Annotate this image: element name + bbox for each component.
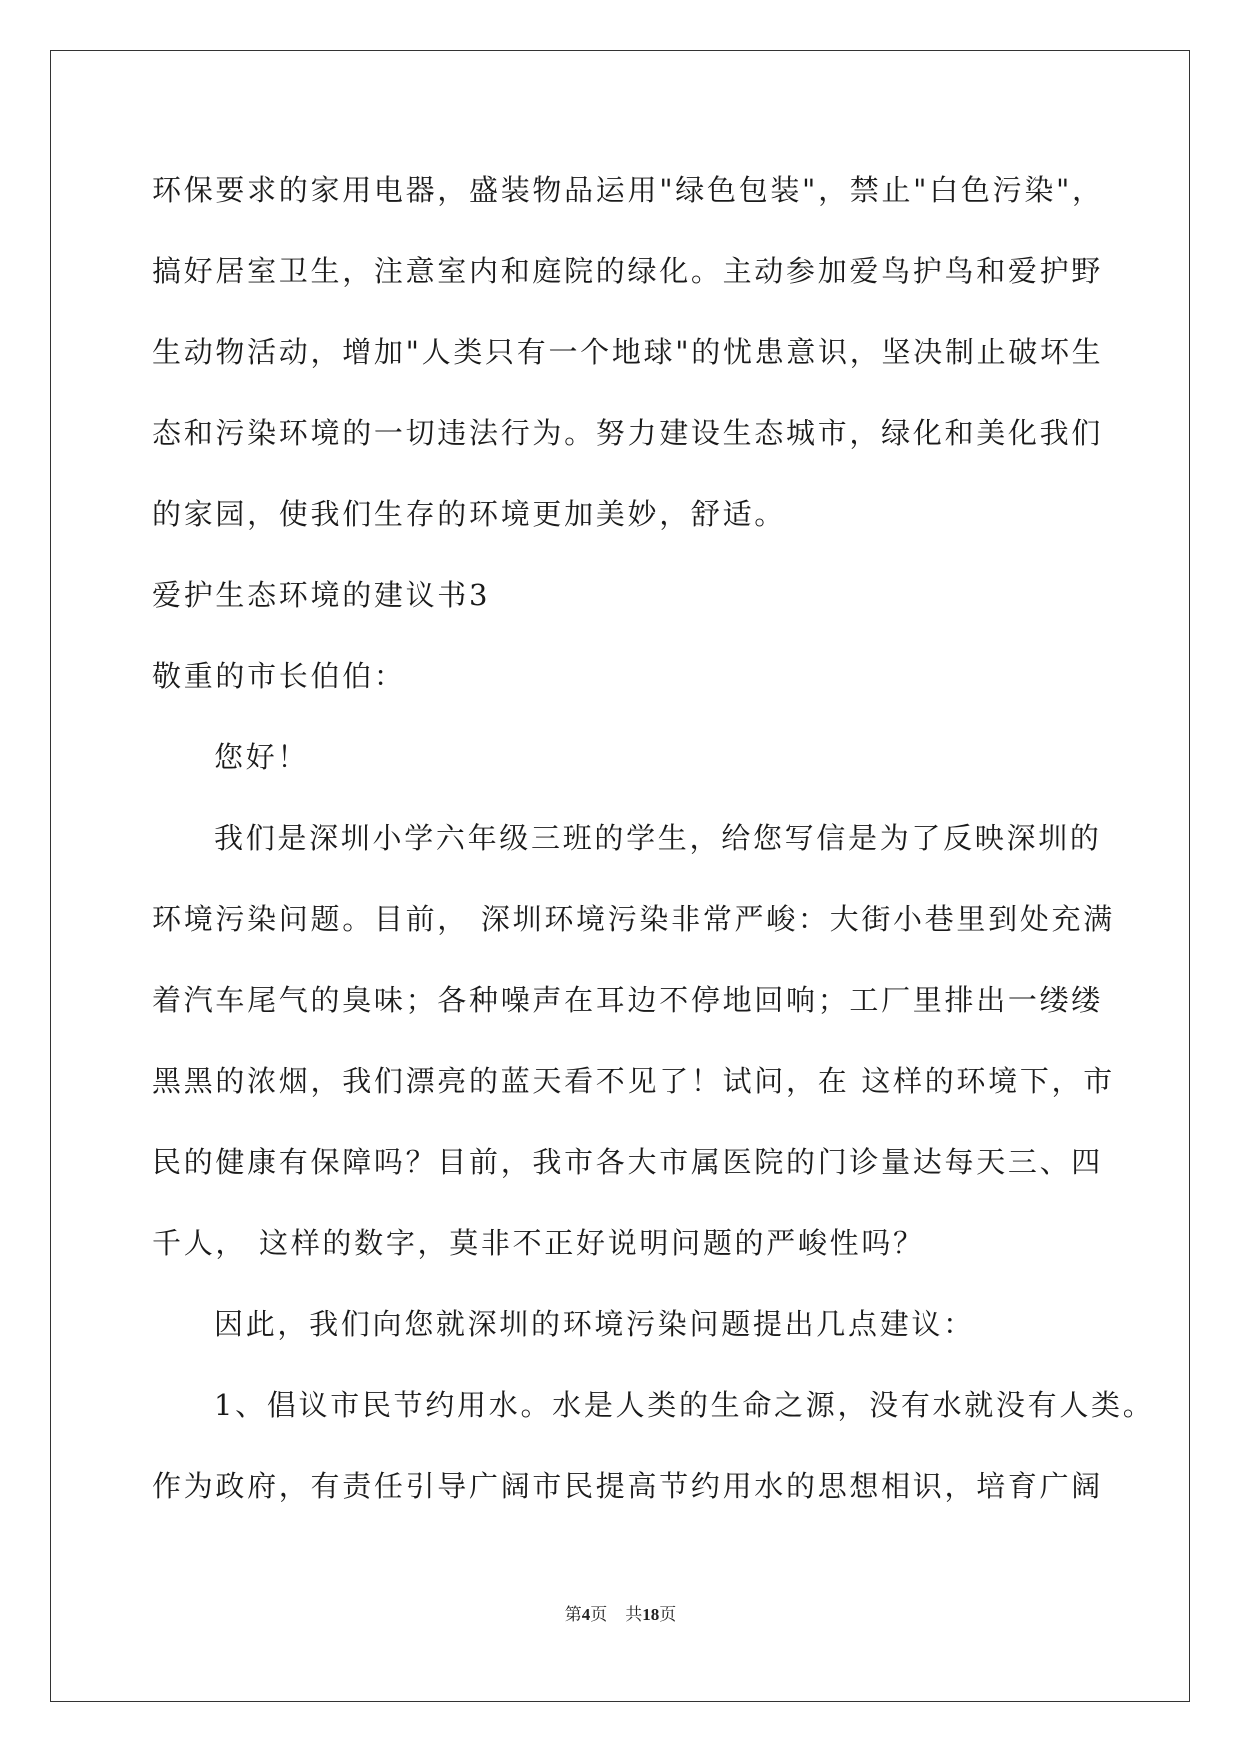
text-line-2: 搞好居室卫生，注意室内和庭院的绿化。主动参加爱鸟护鸟和爱护野 bbox=[152, 254, 1104, 288]
text-line-11: 着汽车尾气的臭味；各种噪声在耳边不停地回响；工厂里排出一缕缕 bbox=[152, 983, 1104, 1017]
page-prefix: 第 bbox=[564, 1605, 582, 1625]
text-line-5: 的家园，使我们生存的环境更加美妙，舒适。 bbox=[152, 497, 787, 531]
text-line-14: 千人， 这样的数字，莫非不正好说明问题的严峻性吗？ bbox=[152, 1226, 925, 1260]
greeting: 您好！ bbox=[214, 740, 310, 774]
document-body bbox=[152, 150, 1155, 1527]
text-line-16: 1、倡议市民节约用水。水是人类的生命之源，没有水就没有人类。 bbox=[214, 1388, 1155, 1422]
text-line-10: 环境污染问题。目前， 深圳环境污染非常严峻：大街小巷里到处充满 bbox=[152, 902, 1115, 936]
text-line-15: 因此，我们向您就深圳的环境污染问题提出几点建议： bbox=[214, 1307, 975, 1341]
text-line-4: 态和污染环境的一切违法行为。努力建设生态城市，绿化和美化我们 bbox=[152, 416, 1104, 450]
section-title: 爱护生态环境的建议书3 bbox=[152, 578, 491, 612]
page-footer bbox=[0, 1600, 1241, 1625]
total-suffix: 页 bbox=[659, 1605, 677, 1625]
text-line-17: 作为政府，有责任引导广阔市民提高节约用水的思想相识，培育广阔 bbox=[152, 1469, 1104, 1503]
text-line-12: 黑黑的浓烟，我们漂亮的蓝天看不见了！试问，在 这样的环境下，市 bbox=[152, 1064, 1115, 1098]
text-line-9: 我们是深圳小学六年级三班的学生，给您写信是为了反映深圳的 bbox=[214, 821, 1102, 855]
text-line-3: 生动物活动，增加"人类只有一个地球"的忧患意识，坚决制止破坏生 bbox=[152, 335, 1104, 369]
total-pages: 18 bbox=[642, 1605, 660, 1624]
text-line-1: 环保要求的家用电器，盛装物品运用"绿色包装"，禁止"白色污染"， bbox=[152, 173, 1104, 207]
total-prefix: 共 bbox=[625, 1605, 643, 1625]
page-suffix: 页 bbox=[590, 1605, 608, 1625]
page-number: 4 bbox=[581, 1605, 591, 1624]
text-line-13: 民的健康有保障吗？目前，我市各大市属医院的门诊量达每天三、四 bbox=[152, 1145, 1104, 1179]
salutation: 敬重的市长伯伯： bbox=[152, 659, 406, 693]
